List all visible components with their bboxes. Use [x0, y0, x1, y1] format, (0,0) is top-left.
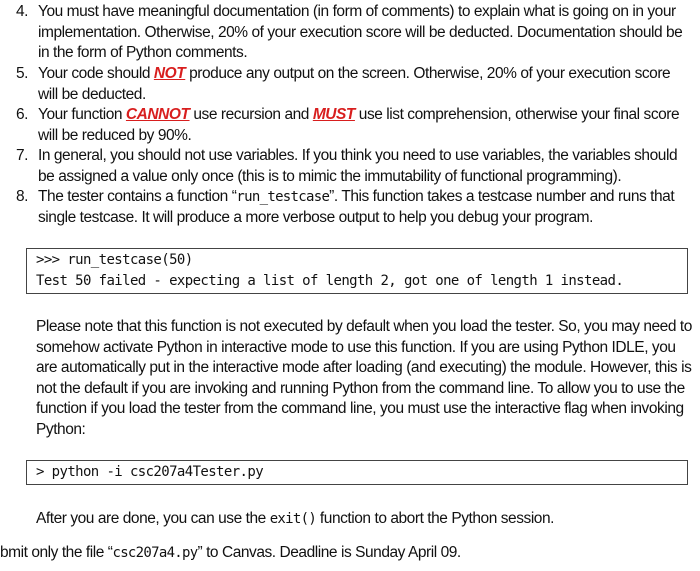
inline-code: csc207a4.py	[112, 545, 198, 561]
list-item-8	[8, 187, 692, 228]
list-item-5	[8, 64, 692, 105]
after-done-text: After you are done, you can use the exit() function to abort the Python session.	[36, 510, 555, 527]
item-number: 4.	[15, 3, 28, 20]
item-number: 8.	[15, 188, 28, 205]
list-item-7	[8, 146, 692, 187]
item-text: The tester contains a function “run_testcase”. This function takes a testcase number and runs that single testcase. It will produce a more verbose output to help you debug your program.	[38, 188, 675, 226]
item-text: Your code should NOT produce any output on the screen. Otherwise, 20% of your execution score will be deducted.	[38, 65, 671, 103]
code-line: >>> run_testcase(50)	[36, 252, 193, 268]
item-text: You must have meaningful documentation (in form of comments) to explain what is going on in your implementation. Otherwise, 20% of your execution score will be deducted. Documentation should be in the form of Python comments.	[38, 3, 683, 62]
inline-code: exit()	[269, 511, 317, 527]
list-item-6	[8, 105, 692, 146]
emphasis-cannot: CANNOT	[125, 106, 190, 123]
inline-code: run_testcase	[236, 189, 330, 205]
command-example-box	[26, 460, 688, 485]
item-text: Your function CANNOT use recursion and MUST use list comprehension, otherwise your final score will be reduced by 90%.	[38, 106, 680, 144]
code-line: > python -i csc207a4Tester.py	[36, 464, 264, 480]
submission-instructions: bmit only the file “csc207a4.py” to Canvas. Deadline is Sunday April 09.	[0, 544, 461, 561]
note-paragraph: Please note that this function is not executed by default when you load the tester. So, you may need to somehow activate Python in interactive mode to use this function. If you are using Python IDLE, you are automatically put in the interactive mode after loading (and executing) the module. However, this is not the default if you are invoking and running Python from the command line. To allow you to use the function if you load the tester from the command line, you must use the interactive flag when invoking Python:	[36, 318, 692, 438]
item-text: In general, you should not use variables. If you think you need to use variables, the variables should be assigned a value only once (this is to mimic the immutability of functional programming).	[38, 147, 678, 185]
emphasis-not: NOT	[153, 65, 186, 82]
item-number: 7.	[15, 147, 28, 164]
list-item-4	[8, 2, 692, 64]
emphasis-must: MUST	[312, 106, 355, 123]
item-number: 5.	[15, 65, 28, 82]
code-example-box	[26, 248, 688, 294]
item-number: 6.	[15, 106, 28, 123]
code-line: Test 50 failed - expecting a list of length 2, got one of length 1 instead.	[36, 273, 624, 289]
